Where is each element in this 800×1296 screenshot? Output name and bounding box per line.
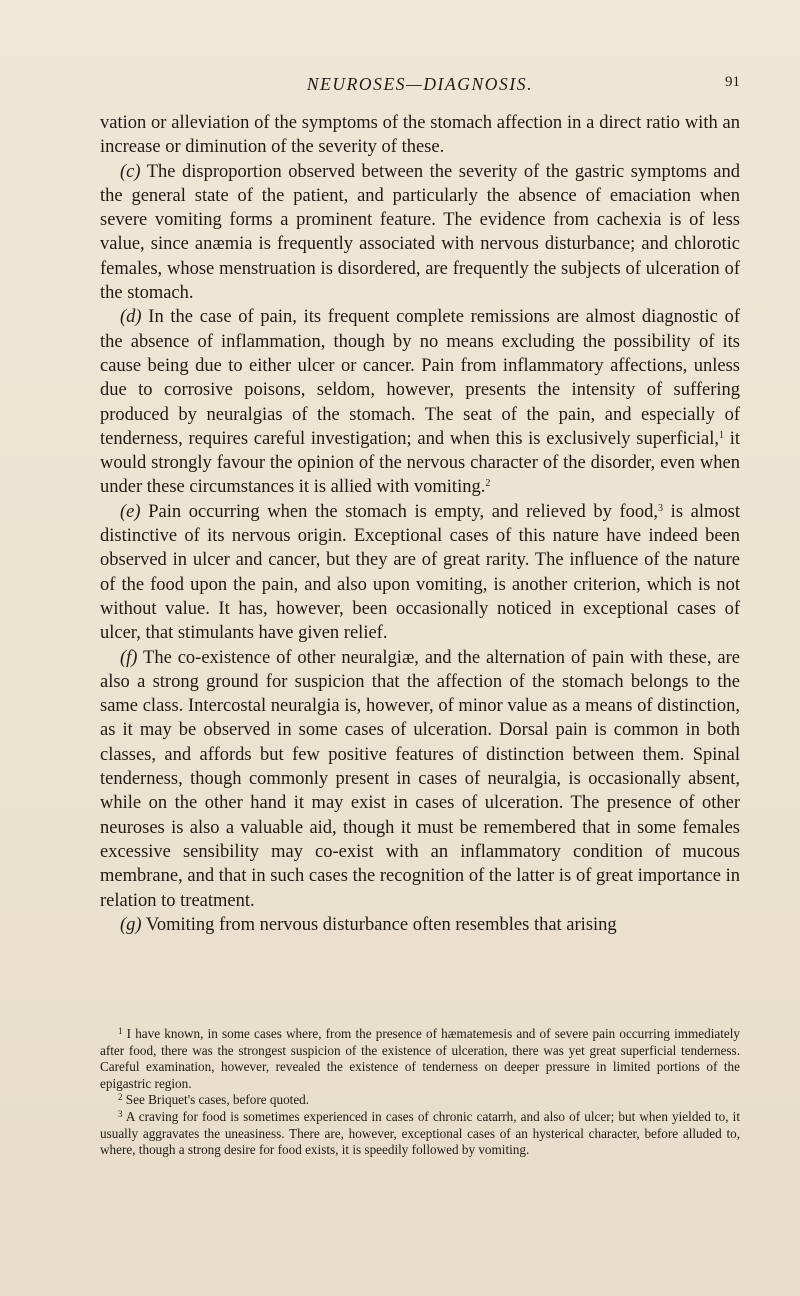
paragraph-text: The co-existence of other neuralgiæ, and the alternation of pain with these, are also a strong ground for suspicion that the affection of the stomach belongs to the same class. Intercostal neuralgia is, however, of minor value as a means of distinction, as it may be observed in some cases of ulceration. Dorsal pain is common in both classes, and affords but few positive features of distinction between them. Spinal tenderness, though commonly present in cases of neuralgia, is occasionally absent, while on the other hand it may exist in cases of ulceration. The presence of other neuroses is also a valuable aid, though it must be remembered that in some females excessive sensibility may co-exist with an inflammatory condition of mucous membrane, and that in such cases the recognition of the latter is of great importance in relation to treatment.	[100, 647, 740, 911]
footnote-number: 1	[118, 1026, 123, 1036]
paragraph-mark: (c)	[120, 161, 141, 182]
paragraph-d	[100, 305, 740, 499]
footnote-ref[interactable]: 2	[485, 478, 491, 490]
paragraph-text: Vomiting from nervous disturbance often resembles that arising	[141, 914, 617, 935]
paragraph-mark: (f)	[120, 647, 138, 668]
paragraph-e	[100, 500, 740, 646]
paragraph-text: Pain occurring when the stomach is empty, and relieved by food,	[140, 501, 659, 522]
footnote-ref[interactable]: 1	[718, 429, 724, 441]
footnote-1	[100, 1026, 740, 1092]
paragraph-text: vation or alleviation of the symptoms of the stomach affection in a direct ratio with an increase or diminution of the severity of these.	[100, 113, 740, 158]
paragraph-text: it would strongly favour the opinion of the nervous character of the disorder, even when under these circumstances it is allied with vomiting.	[100, 428, 741, 498]
footnote-text: See Briquet's cases, before quoted.	[122, 1092, 310, 1108]
paragraph-text: The disproportion observed between the severity of the gastric symptoms and the general state of the patient, and particularly the absence of emaciation when severe vomiting forms a prominent feature. The evidence from cachexia is of less value, since anæmia is frequently associated with nervous disturbance; and chlorotic females, whose menstruation is disordered, are frequently the subjects of ulceration of the stomach.	[100, 161, 740, 304]
page-number: 91	[725, 74, 740, 90]
running-head	[100, 74, 740, 102]
paragraph-text: In the case of pain, its frequent complete remissions are almost diagnostic of the absence of inflammation, though by no means excluding the possibility of its cause being due to either ulcer or cancer. Pain from inflammatory affections, unless due to corrosive poisons, seldom, however, presents the intensity of suffering produced by neuralgias of the stomach. The seat of the pain, and especially of tenderness, requires careful investigation; and when this is exclusively superficial,	[100, 307, 740, 449]
running-title: NEUROSES—DIAGNOSIS.	[306, 74, 534, 94]
footnote-2	[100, 1092, 740, 1109]
footnotes	[100, 1026, 740, 1159]
paragraph-f	[100, 646, 740, 913]
paragraph-continued	[100, 111, 740, 160]
footnote-ref[interactable]: 3	[658, 502, 664, 514]
footnote-text: A craving for food is sometimes experienced in cases of chronic catarrh, and also of ulcer; but when yielded to, it usually aggravates the uneasiness. There are, however, exceptional cases of an hysterical character, before alluded to, where, though a strong desire for food exists, it is speedily followed by vomiting.	[100, 1108, 740, 1158]
paragraph-mark: (g)	[120, 914, 142, 935]
footnote-text: I have known, in some cases where, from the presence of hæmatemesis and of severe pain occurring immediately after food, there was the strongest suspicion of the existence of ulceration, there was yet great superficial tenderness. Careful examination, however, revealed the existence of tenderness on deeper pressure in limited portions of the epigastric region.	[100, 1026, 740, 1091]
paragraph-g	[100, 913, 740, 937]
paragraph-mark: (d)	[120, 307, 142, 328]
paragraph-c	[100, 160, 740, 306]
body-text	[100, 111, 740, 937]
footnote-3	[100, 1109, 740, 1159]
paragraph-text: is almost distinctive of its nervous origin. Exceptional cases of this nature have indeed been observed in ulcer and cancer, but they are of great rarity. The influence of the nature of the food upon the pain, and also upon vomiting, is another criterion, which is not without value. It has, however, been occasionally noticed in exceptional cases of ulcer, that stimulants have given relief.	[100, 501, 740, 644]
paragraph-mark: (e)	[120, 501, 141, 522]
footnote-number: 2	[118, 1092, 123, 1103]
footnote-number: 3	[118, 1108, 123, 1119]
